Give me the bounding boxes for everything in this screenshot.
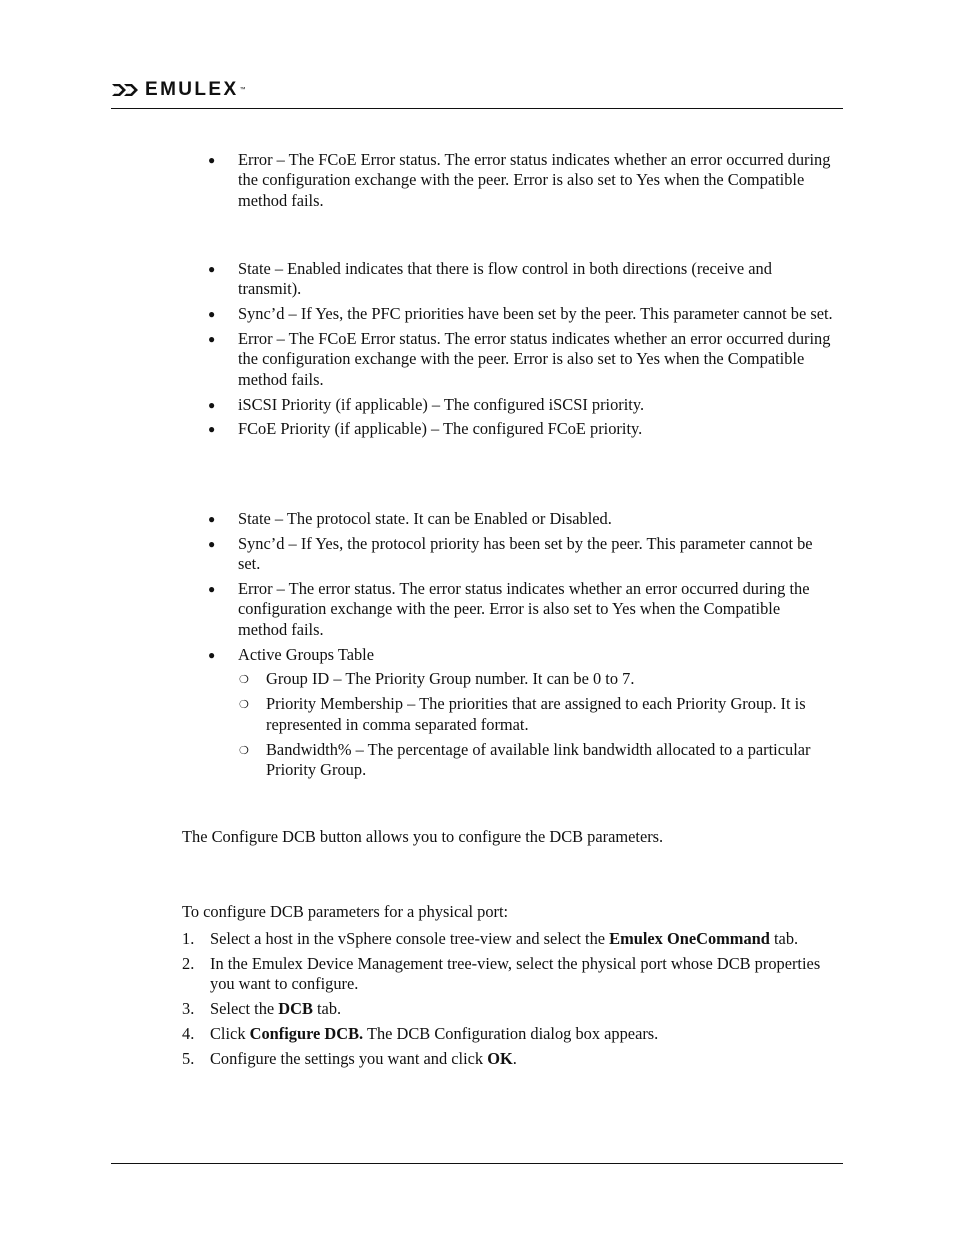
- sub-list-item: ❍ Priority Membership – The priorities that are assigned to each Priority Group. It is represented in comma separated format.: [239, 694, 806, 734]
- sub-list-item: ❍ Group ID – The Priority Group number. It can be 0 to 7.: [238, 669, 833, 689]
- procedure-step: 2. In the Emulex Device Management tree-view, select the physical port whose DCB properties you want to configure.: [182, 953, 821, 994]
- emulex-logo: [111, 80, 246, 100]
- priority-group-list: [208, 509, 833, 785]
- configure-dcb-intro: The Configure DCB button allows you to configure the DCB parameters.: [182, 827, 664, 846]
- procedure-step: 3. Select the DCB tab.: [182, 999, 342, 1019]
- bullet-icon: ●: [208, 307, 216, 322]
- bullet-icon: ●: [208, 647, 216, 662]
- emulex-logo-mark-icon: [111, 82, 141, 98]
- bullet-icon: ●: [208, 512, 216, 526]
- list-item: ● FCoE Priority (if applicable) – The configured FCoE priority.: [208, 419, 643, 439]
- list-item: ● State – The protocol state. It can be Enabled or Disabled.: [208, 509, 612, 528]
- bullet-icon: ●: [208, 262, 216, 276]
- bullet-icon: ●: [208, 536, 216, 551]
- bullet-icon: ●: [208, 422, 216, 437]
- list-item: ● iSCSI Priority (if applicable) – The configured iSCSI priority.: [208, 394, 645, 414]
- list-item: ● Error – The FCoE Error status. The error status indicates whether an error occurred during the configuration exchange with the peer. Error is also set to Yes when the Compatible method fails.: [208, 150, 831, 210]
- active-groups-sublist: [238, 669, 833, 780]
- procedure-steps: [182, 929, 842, 1074]
- sub-list-item: ❍ Bandwidth% – The percentage of available link bandwidth allocated to a particular Priority Group.: [239, 739, 811, 779]
- header-rule: [111, 108, 843, 109]
- hollow-bullet-icon: ❍: [239, 744, 249, 757]
- list-item: ● Error – The error status. The error status indicates whether an error occurred during the configuration exchange with the peer. Error is also set to Yes when the Compatible method fails.: [208, 579, 810, 639]
- procedure-step: 1. Select a host in the vSphere console tree-view and select the Emulex OneCommand tab.: [182, 929, 799, 948]
- bullet-icon: ●: [208, 332, 216, 347]
- list-item: ● Sync’d – If Yes, the PFC priorities have been set by the peer. This parameter cannot be set.: [208, 304, 833, 324]
- procedure-step: 4. Click Configure DCB. The DCB Configuration dialog box appears.: [182, 1023, 659, 1043]
- hollow-bullet-icon: ❍: [239, 699, 249, 712]
- list-item: ● State – Enabled indicates that there is flow control in both directions (receive and transmit).: [208, 259, 772, 299]
- bullet-icon: ●: [208, 153, 216, 167]
- bullet-icon: ●: [208, 582, 216, 597]
- list-item: ● Error – The FCoE Error status. The error status indicates whether an error occurred during the configuration exchange with the peer. Error is also set to Yes when the Compatible method fails.: [208, 329, 831, 389]
- logo-trademark: ™: [239, 87, 246, 93]
- hollow-bullet-icon: ❍: [239, 674, 249, 687]
- logo-wordmark: EMULEX: [145, 79, 239, 100]
- procedure-intro: To configure DCB parameters for a physical port:: [182, 902, 509, 921]
- pfc-properties-list: [208, 259, 833, 444]
- footer-rule: [111, 1163, 843, 1164]
- list-item: ● Active Groups Table ❍ Group ID – The Priority Group number. It can be 0 to 7. ❍ Priority Membership – The priorities that are assigned to each Priority Group. It is represented in comma separated format. ❍ Bandwidth% – The percentage of available link bandwidth allocated to a particular Priority Group.: [208, 645, 833, 781]
- procedure-step: 5. Configure the settings you want and click OK.: [182, 1048, 517, 1068]
- bullet-icon: ●: [208, 397, 216, 412]
- list-item: ● Sync’d – If Yes, the protocol priority has been set by the peer. This parameter cannot be set.: [208, 533, 813, 574]
- error-status-list: [208, 150, 833, 215]
